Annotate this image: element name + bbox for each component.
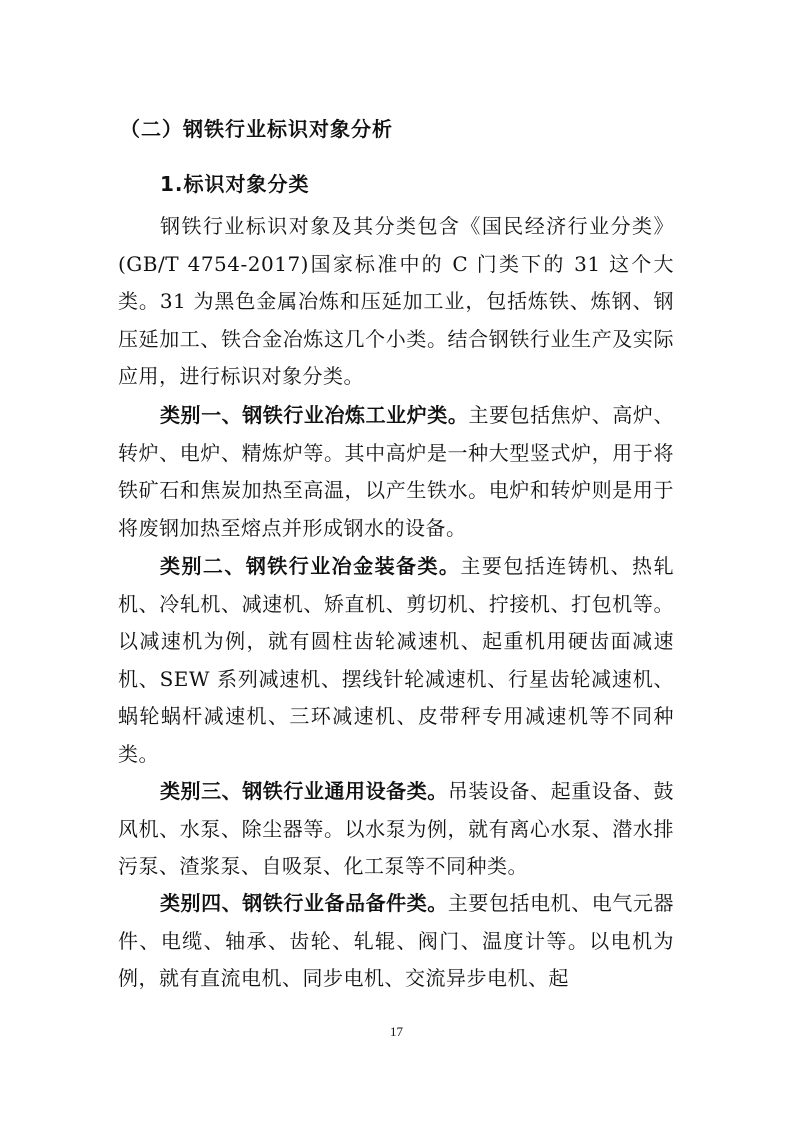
paragraph-text: 吊装设备、起重设备、鼓风机、水泵、除尘器等。以水泵为例，就有离心水泵、潜水排污泵、渣浆泵、自吸泵、化工泵等不同种类。 <box>118 779 674 879</box>
paragraph-lead: 类别四、钢铁行业备品备件类。 <box>160 891 448 915</box>
paragraph-lead: 类别三、钢铁行业通用设备类。 <box>160 779 448 803</box>
paragraph-category-2 <box>118 548 674 774</box>
paragraph-text: 钢铁行业标识对象及其分类包含《国民经济行业分类》(GB/T 4754-2017)国家标准中的 C 门类下的 31 这个大类。31 为黑色金属冶炼和压延加工业，包括炼铁、炼钢、钢压延加工、铁合金冶炼这几个小类。结合钢铁行业生产及实际应用，进行标识对象分类。 <box>118 214 674 389</box>
paragraph-text: 主要包括电机、电气元器件、电缆、轴承、齿轮、轧辊、阀门、温度计等。以电机为例，就有直流电机、同步电机、交流异步电机、起 <box>118 891 674 991</box>
paragraph-lead: 类别二、钢铁行业冶金装备类。 <box>160 554 461 578</box>
section-title: （二）钢铁行业标识对象分析 <box>120 117 393 141</box>
paragraph-text: 主要包括焦炉、高炉、转炉、电炉、精炼炉等。其中高炉是一种大型竖式炉，用于将铁矿石和焦炭加热至高温，以产生铁水。电炉和转炉则是用于将废钢加热至熔点并形成钢水的设备。 <box>118 403 674 540</box>
paragraph-intro <box>118 208 674 396</box>
paragraph-category-3 <box>118 773 674 886</box>
subsection-title: 1.标识对象分类 <box>160 172 310 196</box>
paragraph-lead: 类别一、钢铁行业冶炼工业炉类。 <box>160 403 469 427</box>
page-number: 17 <box>390 1024 403 1039</box>
paragraph-text: 主要包括连铸机、热轧机、冷轧机、减速机、矫直机、剪切机、拧接机、打包机等。以减速机为例，就有圆柱齿轮减速机、起重机用硬齿面减速机、SEW 系列减速机、摆线针轮减速机、行星齿轮减速机、蜗轮蜗杆减速机、三环减速机、皮带秤专用减速机等不同种类。 <box>118 554 675 766</box>
paragraph-category-1 <box>118 397 674 547</box>
paragraph-category-4 <box>118 885 674 998</box>
